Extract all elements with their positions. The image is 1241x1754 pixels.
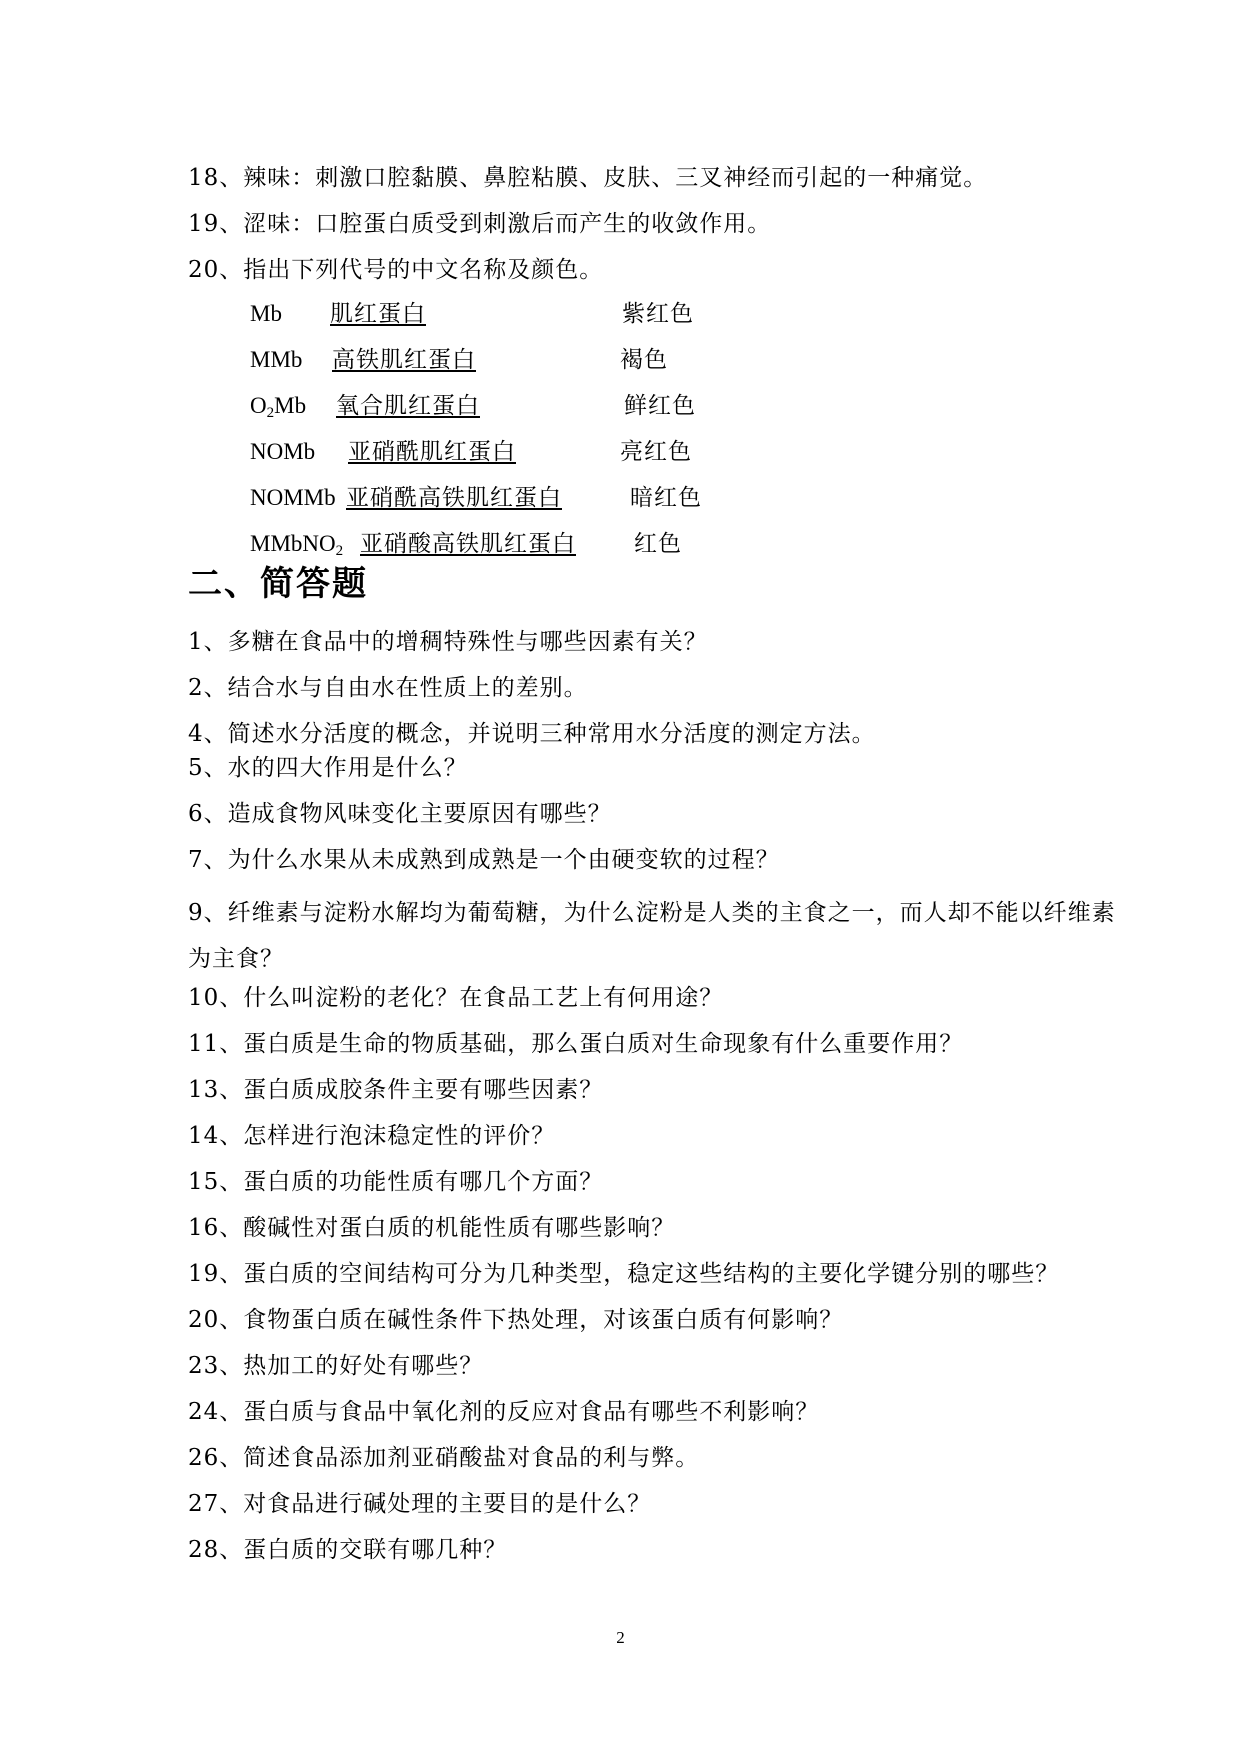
question-6: 6、造成食物风味变化主要原因有哪些？ [188, 801, 612, 827]
code: Mb [250, 301, 282, 326]
chinese-name: 亚硝酸高铁肌红蛋白 [360, 531, 576, 557]
definition-19: 19、涩味：口腔蛋白质受到刺激后而产生的收敛作用。 [188, 211, 772, 237]
question-15: 15、蛋白质的功能性质有哪几个方面？ [188, 1169, 604, 1195]
question-7: 7、为什么水果从未成熟到成熟是一个由硬变软的过程？ [188, 847, 780, 873]
question-2: 2、结合水与自由水在性质上的差别。 [188, 675, 588, 701]
question-9: 9、纤维素与淀粉水解均为葡萄糖，为什么淀粉是人类的主食之一，而人却不能以纤维素为主食？ [188, 900, 1116, 972]
color-label: 鲜红色 [624, 393, 696, 419]
code: MMbNO$_2$ [250, 531, 344, 559]
question-16: 16、酸碱性对蛋白质的机能性质有哪些影响？ [188, 1215, 676, 1241]
definition-18: 18、辣味：刺激口腔黏膜、鼻腔粘膜、皮肤、三叉神经而引起的一种痛觉。 [188, 165, 988, 191]
question-23: 23、热加工的好处有哪些？ [188, 1353, 484, 1379]
color-label: 红色 [634, 531, 682, 557]
question-14: 14、怎样进行泡沫稳定性的评价？ [188, 1123, 556, 1149]
question-20-code-names: 20、指出下列代号的中文名称及颜色。 [188, 257, 604, 283]
page-number: 2 [616, 1628, 625, 1647]
question-13: 13、蛋白质成胶条件主要有哪些因素？ [188, 1077, 604, 1103]
question-28: 28、蛋白质的交联有哪几种？ [188, 1537, 508, 1563]
question-5: 5、水的四大作用是什么？ [188, 755, 468, 781]
chinese-name: 亚硝酰高铁肌红蛋白 [346, 485, 562, 511]
code: $O_2Mb$ [250, 393, 307, 421]
question-4: 4、简述水分活度的概念，并说明三种常用水分活度的测定方法。 [188, 721, 876, 747]
code: NOMb [250, 439, 316, 464]
color-label: 暗红色 [630, 485, 702, 511]
question-24: 24、蛋白质与食品中氧化剂的反应对食品有哪些不利影响？ [188, 1399, 820, 1425]
section-title: 二、简答题 [188, 564, 368, 604]
question-26: 26、简述食品添加剂亚硝酸盐对食品的利与弊。 [188, 1445, 700, 1471]
chinese-name: 高铁肌红蛋白 [332, 347, 476, 373]
code: MMb [250, 347, 303, 372]
question-1: 1、多糖在食品中的增稠特殊性与哪些因素有关？ [188, 629, 708, 655]
question-10: 10、什么叫淀粉的老化？在食品工艺上有何用途？ [188, 985, 724, 1011]
chinese-name: 亚硝酰肌红蛋白 [348, 439, 516, 465]
question-20: 20、食物蛋白质在碱性条件下热处理，对该蛋白质有何影响？ [188, 1307, 844, 1333]
question-19: 19、蛋白质的空间结构可分为几种类型，稳定这些结构的主要化学键分别的哪些？ [188, 1261, 1060, 1287]
question-27: 27、对食品进行碱处理的主要目的是什么？ [188, 1491, 652, 1517]
code: NOMMb [250, 485, 336, 510]
chinese-name: 肌红蛋白 [330, 301, 426, 327]
question-11: 11、蛋白质是生命的物质基础，那么蛋白质对生命现象有什么重要作用？ [188, 1031, 964, 1057]
color-label: 褐色 [620, 347, 668, 373]
color-label: 亮红色 [620, 439, 692, 465]
color-label: 紫红色 [622, 301, 694, 327]
chinese-name: 氧合肌红蛋白 [336, 393, 480, 419]
